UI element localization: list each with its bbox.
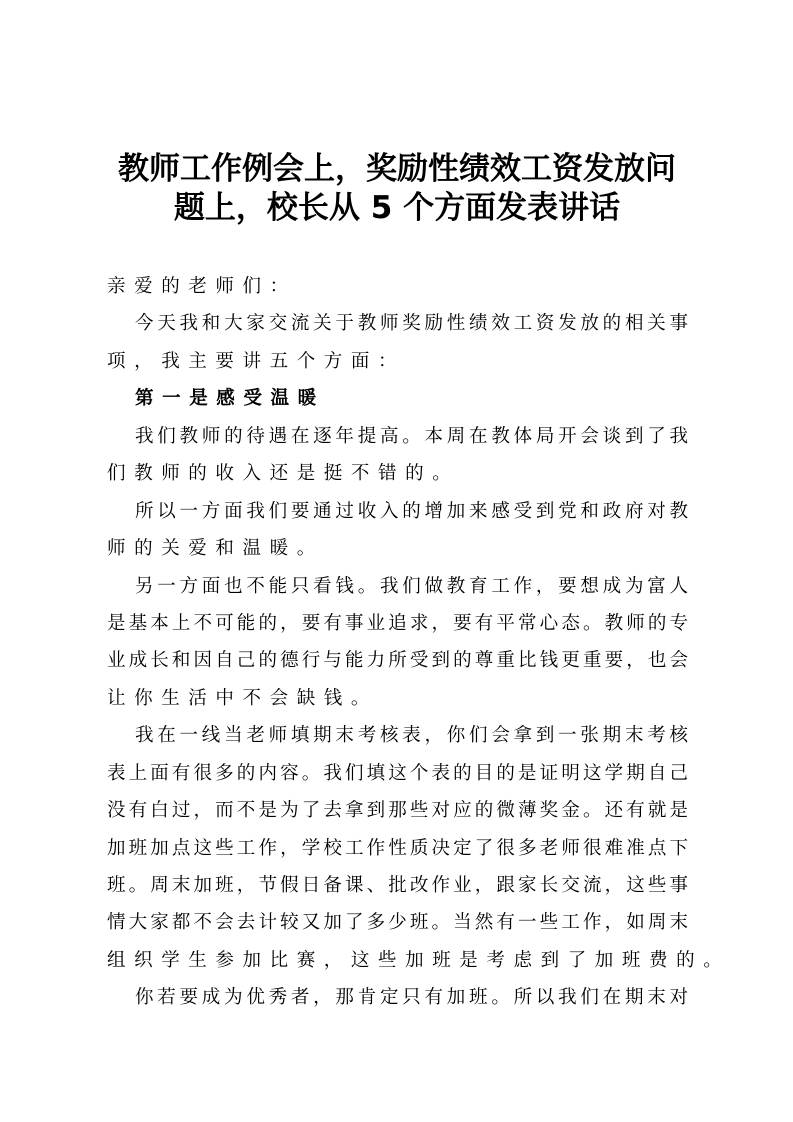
document-body [107, 268, 731, 1017]
text-line: 班。周末加班，节假日备课、批改作业，跟家长交流，这些事 [107, 875, 688, 896]
text-line: 组织学生参加比赛，这些加班是考虑到了加班费的。 [107, 949, 731, 971]
paragraph [107, 568, 688, 718]
text-line: 没有白过，而不是为了去拿到那些对应的微薄奖金。还有就是 [107, 800, 688, 822]
text-line: 们教师的收入还是挺不错的。 [107, 463, 460, 485]
paragraph [107, 418, 688, 493]
salutation: 亲爱的老师们： [107, 276, 297, 297]
paragraph [107, 717, 731, 979]
text-line: 我在一线当老师填期末考核表，你们会拿到一张期末考核 [135, 725, 688, 747]
text-line: 你若要成为优秀者，那肯定只有加班。所以我们在期末对 [135, 987, 688, 1009]
text-line: 我们教师的待遇在逐年提高。本周在教体局开会谈到了我 [135, 425, 688, 447]
paragraphs [107, 305, 731, 1016]
text-line: 项，我主要讲五个方面： [107, 350, 406, 372]
text-line: 所以一方面我们要通过收入的增加来感受到党和政府对教 [135, 500, 688, 522]
text-line: 情大家都不会去计较又加了多少班。当然有一些工作，如周末 [107, 912, 688, 934]
text-line: 师的关爱和温暖。 [107, 538, 324, 560]
text-line: 让你生活中不会缺钱。 [107, 687, 379, 709]
section-heading [107, 380, 688, 417]
title-line: 教师工作例会上，奖励性绩效工资发放问 [118, 151, 676, 187]
text-line: 是基本上不可能的，要有事业追求，要有平常心态。教师的专 [107, 612, 688, 634]
text-line: 加班加点这些工作，学校工作性质决定了很多老师很难准点下 [107, 837, 688, 859]
document-title [100, 150, 694, 228]
paragraph [107, 305, 688, 380]
text-line: 表上面有很多的内容。我们填这个表的目的是证明这学期自己 [107, 762, 688, 784]
text-line: 另一方面也不能只看钱。我们做教育工作，要想成为富人 [135, 575, 688, 597]
paragraph [107, 979, 688, 1016]
text-line: 业成长和因自己的德行与能力所受到的尊重比钱更重要，也会 [107, 650, 688, 672]
text-line: 第一是感受温暖 [135, 388, 325, 410]
text-line: 今天我和大家交流关于教师奖励性绩效工资发放的相关事 [135, 313, 688, 335]
title-line: 题上，校长从 5 个方面发表讲话 [173, 190, 621, 226]
paragraph [107, 493, 688, 568]
